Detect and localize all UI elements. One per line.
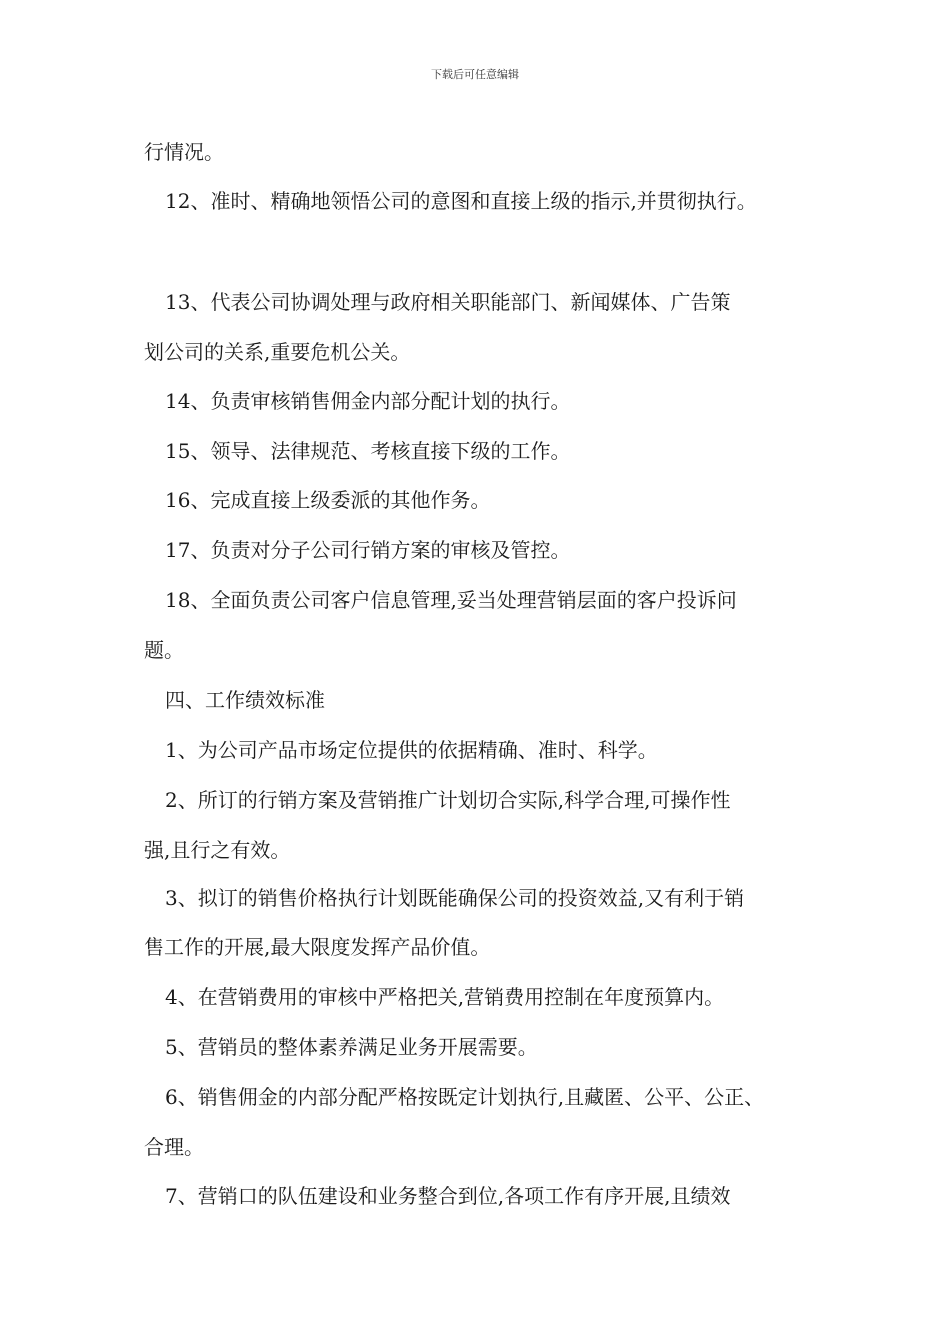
text-line: 4、在营销费用的审核中严格把关,营销费用控制在年度预算内。 (165, 985, 725, 1009)
page-header: 下载后可任意编辑 (431, 68, 519, 81)
text-line: 题。 (144, 638, 184, 662)
text-line: 5、营销员的整体素养满足业务开展需要。 (165, 1035, 538, 1059)
text-line: 14、负责审核销售佣金内部分配计划的执行。 (165, 389, 571, 413)
text-line: 1、为公司产品市场定位提供的依据精确、准时、科学。 (165, 738, 658, 762)
text-line: 合理。 (144, 1135, 204, 1159)
text-line: 3、拟订的销售价格执行计划既能确保公司的投资效益,又有利于销 (165, 886, 745, 910)
section-heading: 四、工作绩效标准 (165, 688, 325, 712)
text-line: 13、代表公司协调处理与政府相关职能部门、新闻媒体、广告策 (165, 290, 731, 314)
text-line: 12、准时、精确地领悟公司的意图和直接上级的指示,并贯彻执行。 (165, 189, 757, 213)
text-line: 15、领导、法律规范、考核直接下级的工作。 (165, 439, 571, 463)
text-line: 强,且行之有效。 (144, 838, 291, 862)
text-line: 售工作的开展,最大限度发挥产品价值。 (144, 935, 491, 959)
text-line: 16、完成直接上级委派的其他作务。 (165, 488, 491, 512)
text-line: 17、负责对分子公司行销方案的审核及管控。 (165, 538, 571, 562)
text-line: 行情况。 (144, 140, 224, 164)
text-line: 7、营销口的队伍建设和业务整合到位,各项工作有序开展,且绩效 (165, 1184, 731, 1208)
text-line: 2、所订的行销方案及营销推广计划切合实际,科学合理,可操作性 (165, 788, 731, 812)
text-line: 划公司的关系,重要危机公关。 (144, 340, 411, 364)
text-line: 6、销售佣金的内部分配严格按既定计划执行,且藏匿、公平、公正、 (165, 1085, 765, 1109)
text-line: 18、全面负责公司客户信息管理,妥当处理营销层面的客户投诉问 (165, 588, 737, 612)
